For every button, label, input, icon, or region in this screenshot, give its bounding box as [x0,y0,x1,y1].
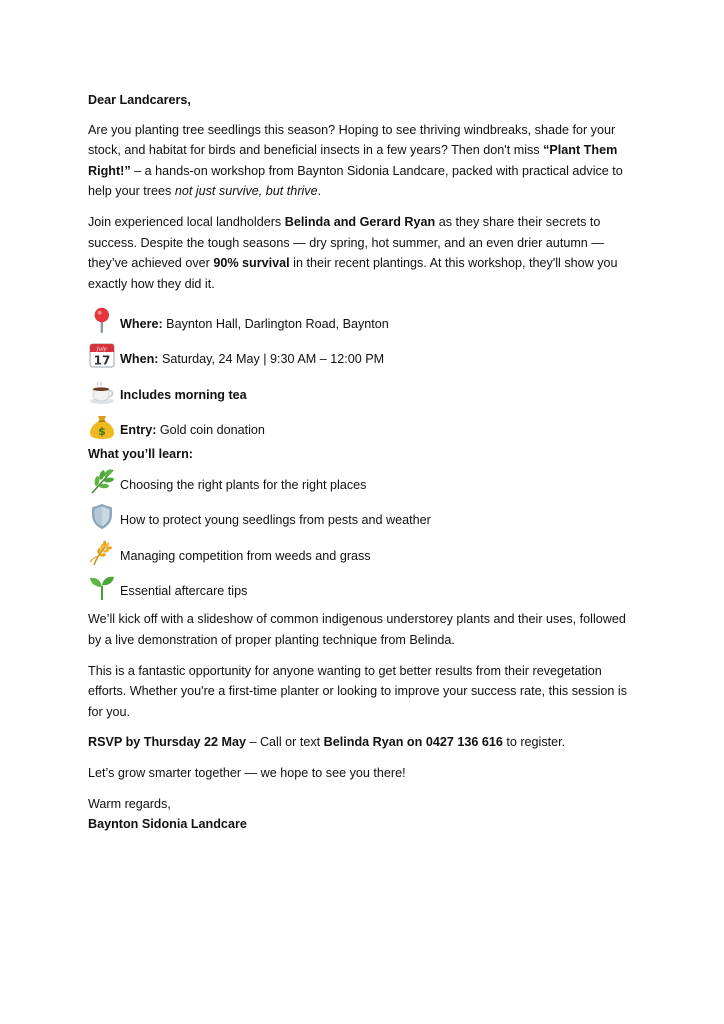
learn-item [88,465,638,495]
seedling-icon [88,573,116,601]
learn-item-text: Managing competition from weeds and grass [120,548,371,563]
herb-icon [88,467,116,495]
opportunity-paragraph: This is a fantastic opportunity for anyone wanting to get better results from their revegetation efforts. Whether you're a first-time planter or looking to improve your success rate, this session is for you. [88,663,628,719]
wheat-icon [88,538,116,566]
detail-label: Where: [120,316,163,331]
detail-value: Gold coin donation [156,423,265,438]
learn-item-text: How to protect young seedlings from pests and weather [120,513,431,528]
learn-heading: What you’ll learn: [88,447,193,462]
intro-emphasis: not just survive, but thrive [174,184,318,199]
intro-text-1: Are you planting tree seedlings this season? Hoping to see thriving windbreaks, shade for your stock, and habitat for birds and beneficial insects in a few years? Then don't miss [88,122,616,158]
detail-when [88,334,638,370]
rsvp-paragraph [88,732,638,753]
rsvp-text-2: to register. [502,735,566,750]
join-text-2: as they share their secrets to success. Despite the tough seasons — dry spring, hot summer, and an even drier autumn — they’ve achieved over [88,214,604,271]
detail-morning-tea [88,369,638,405]
signoff: Warm regards, [88,796,171,811]
money-bag-icon [88,412,116,440]
intro-paragraph [88,120,638,202]
join-paragraph [88,212,638,294]
learn-item-text: Choosing the right plants for the right places [120,477,367,492]
intro-text-2: – a hands-on workshop from Baynton Sidonia Landcare, packed with practical advice to help your trees [88,163,623,199]
detail-entry [88,405,638,441]
rsvp-contact: Belinda Ryan on 0427 136 616 [323,735,503,750]
detail-label: Entry: [120,423,157,438]
money-symbol: $ [98,425,106,439]
rsvp-deadline: RSVP by Thursday 22 May [88,735,246,750]
calendar-icon [88,341,116,369]
learn-item [88,530,638,566]
detail-where [88,298,638,334]
detail-value: Baynton Hall, Darlington Road, Baynton [162,316,389,331]
pin-icon [88,306,116,334]
rsvp-text-1: – Call or text [245,735,324,750]
greeting: Dear Landcarers, [88,93,191,107]
learn-item-text: Essential aftercare tips [120,584,248,599]
calendar-day: 17 [93,353,111,368]
hosts-name: Belinda and Gerard Ryan [284,214,436,229]
intro-text-3: . [317,184,322,199]
join-text-3: in their recent plantings. At this workshop, they'll show you exactly how they did it. [88,256,618,291]
detail-value: Saturday, 24 May | 9:30 AM – 12:00 PM [158,352,385,367]
detail-label: When: [120,352,159,367]
detail-label: Includes morning tea [120,387,247,402]
organisation-name: Baynton Sidonia Landcare [88,817,247,832]
coffee-icon [88,377,116,405]
closing-line: Let’s grow smarter together — we hope to see you there! [88,766,406,780]
learn-item [88,566,638,602]
learn-item [88,495,638,531]
shield-icon [88,502,116,530]
workshop-name: “Plant Them Right!” [88,143,618,178]
calendar-month: July [97,346,107,353]
slideshow-paragraph: We’ll kick off with a slideshow of common indigenous understorey plants and their uses, followed by a live demonstration of proper planting technique from Belinda. [88,612,626,648]
join-text-1: Join experienced local landholders [88,214,285,229]
survival-rate: 90% survival [213,256,290,271]
